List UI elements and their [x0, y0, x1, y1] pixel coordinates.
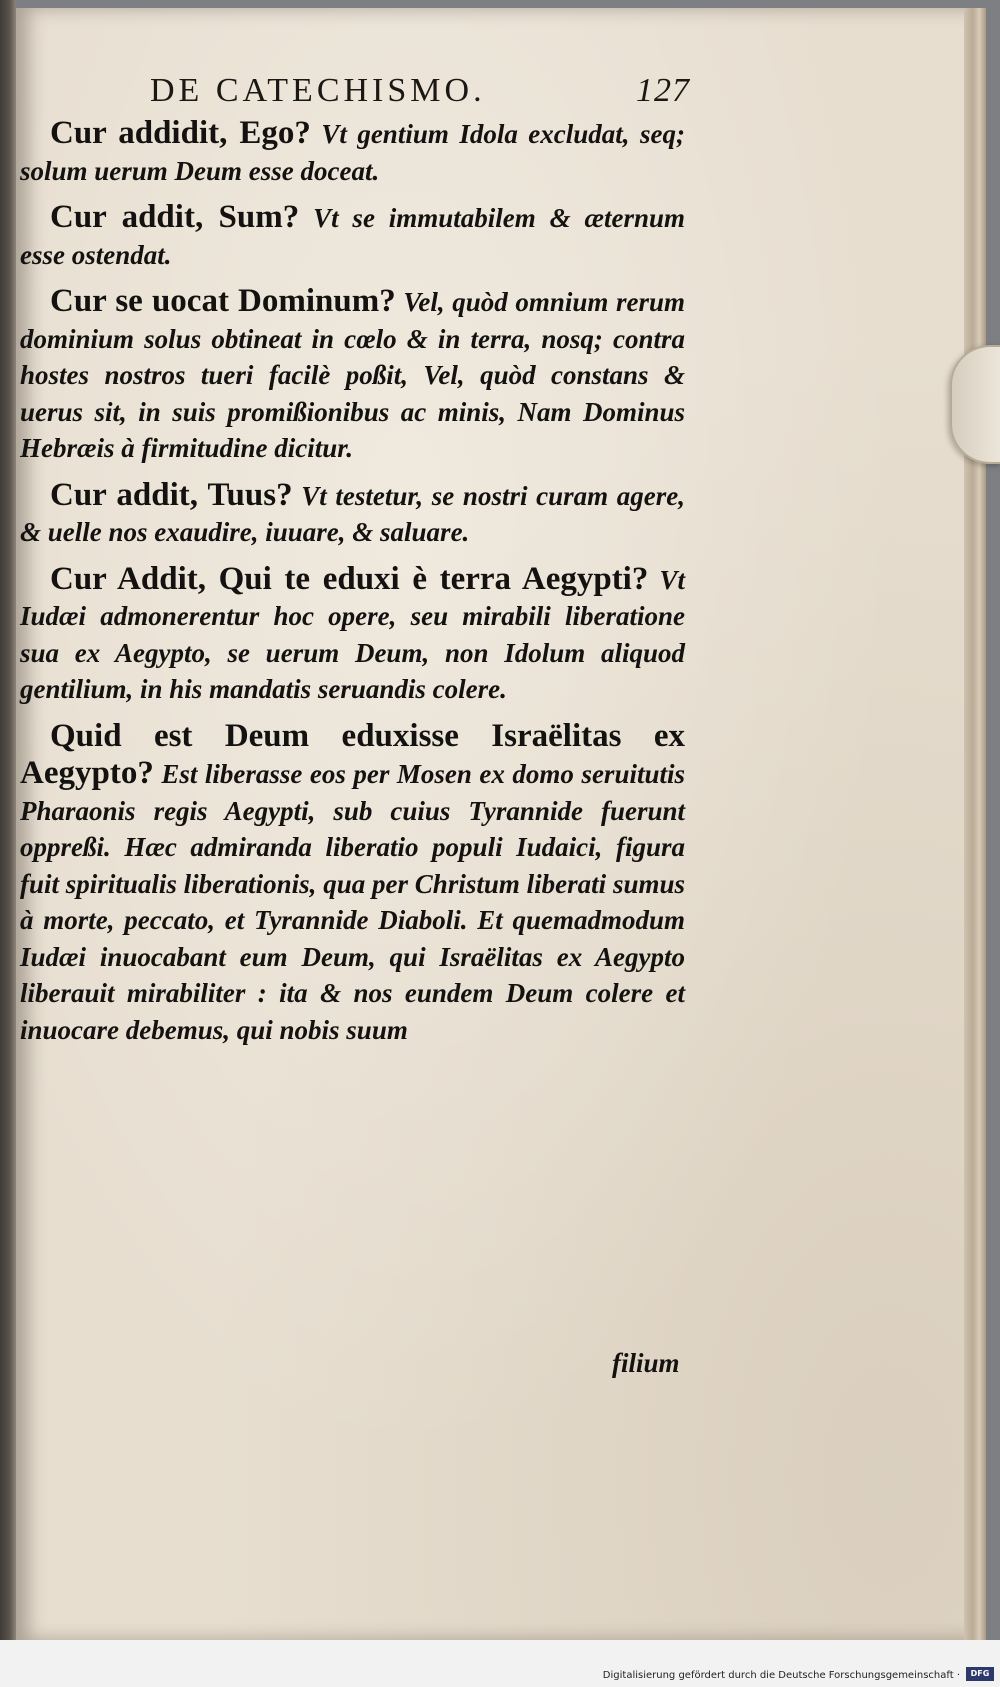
paragraph	[20, 283, 685, 467]
question: Cur se uocat Dominum?	[50, 283, 396, 319]
question: Cur addit, Tuus?	[50, 476, 293, 513]
question: Quid est Deum eduxisse Israëlitas ex Aegypto?	[20, 717, 685, 791]
page-number: 127	[636, 72, 690, 109]
answer: Vt Iudæi admonerentur hoc opere, seu mirabili liberatione sua ex Aegypto, se uerum Deum, non Idolum aliquod gentilium, in his mandatis seruandis colere.	[20, 564, 686, 704]
book-spine-edge	[0, 0, 16, 1687]
running-header	[150, 72, 690, 120]
paragraph	[20, 561, 685, 708]
question: Cur addidit, Ego?	[50, 115, 311, 151]
digitization-footer	[0, 1640, 1000, 1687]
question: Cur addit, Sum?	[50, 199, 300, 235]
answer: Vel, quòd omnium rerum dominium solus obtineat in cœlo & in terra, nosq; contra hostes nostros tueri facilè poßit, Vel, quòd constans & uerus sit, in suis promißionibus ac minis, Nam Dominus Hebræis à firmitudine dicitur.	[20, 287, 685, 463]
page-stack-edge	[964, 8, 986, 1640]
question: Cur Addit, Qui te eduxi è terra Aegypti?	[50, 560, 649, 597]
footer-credit: Digitalisierung gefördert durch die Deutsche Forschungsgemeinschaft ·	[602, 1670, 960, 1681]
paragraph	[20, 718, 685, 1049]
answer: Vt se immutabilem & æternum esse ostendat.	[20, 203, 685, 270]
page-clip	[950, 345, 1000, 464]
paragraph	[20, 199, 685, 273]
catchword: filium	[612, 1348, 680, 1378]
running-title: DE CATECHISMO.	[150, 72, 486, 109]
answer: Vt testetur, se nostri curam agere, & uelle nos exaudire, iuuare, & saluare.	[20, 480, 685, 547]
dfg-logo: DFG	[966, 1667, 994, 1681]
paragraph	[20, 477, 685, 551]
answer: Est liberasse eos per Mosen ex domo seruitutis Pharaonis regis Aegypti, sub cuius Tyrannide fuerunt oppreßi. Hæc admiranda liberatio populi Iudaici, figura fuit spiritualis liberationis, qua per Christum liberati sumus à morte, peccato, et Tyrannide Diaboli. Et quemadmodum Iudæi inuocabant eum Deum, qui Israëlitas ex Aegypto liberauit mirabiliter : ita & nos eundem Deum colere et inuocare debemus, qui nobis suum	[20, 759, 685, 1045]
answer: Vt gentium Idola excludat, seq; solum uerum Deum esse doceat.	[20, 119, 685, 186]
paragraph	[20, 115, 685, 189]
body-text	[20, 115, 685, 1058]
